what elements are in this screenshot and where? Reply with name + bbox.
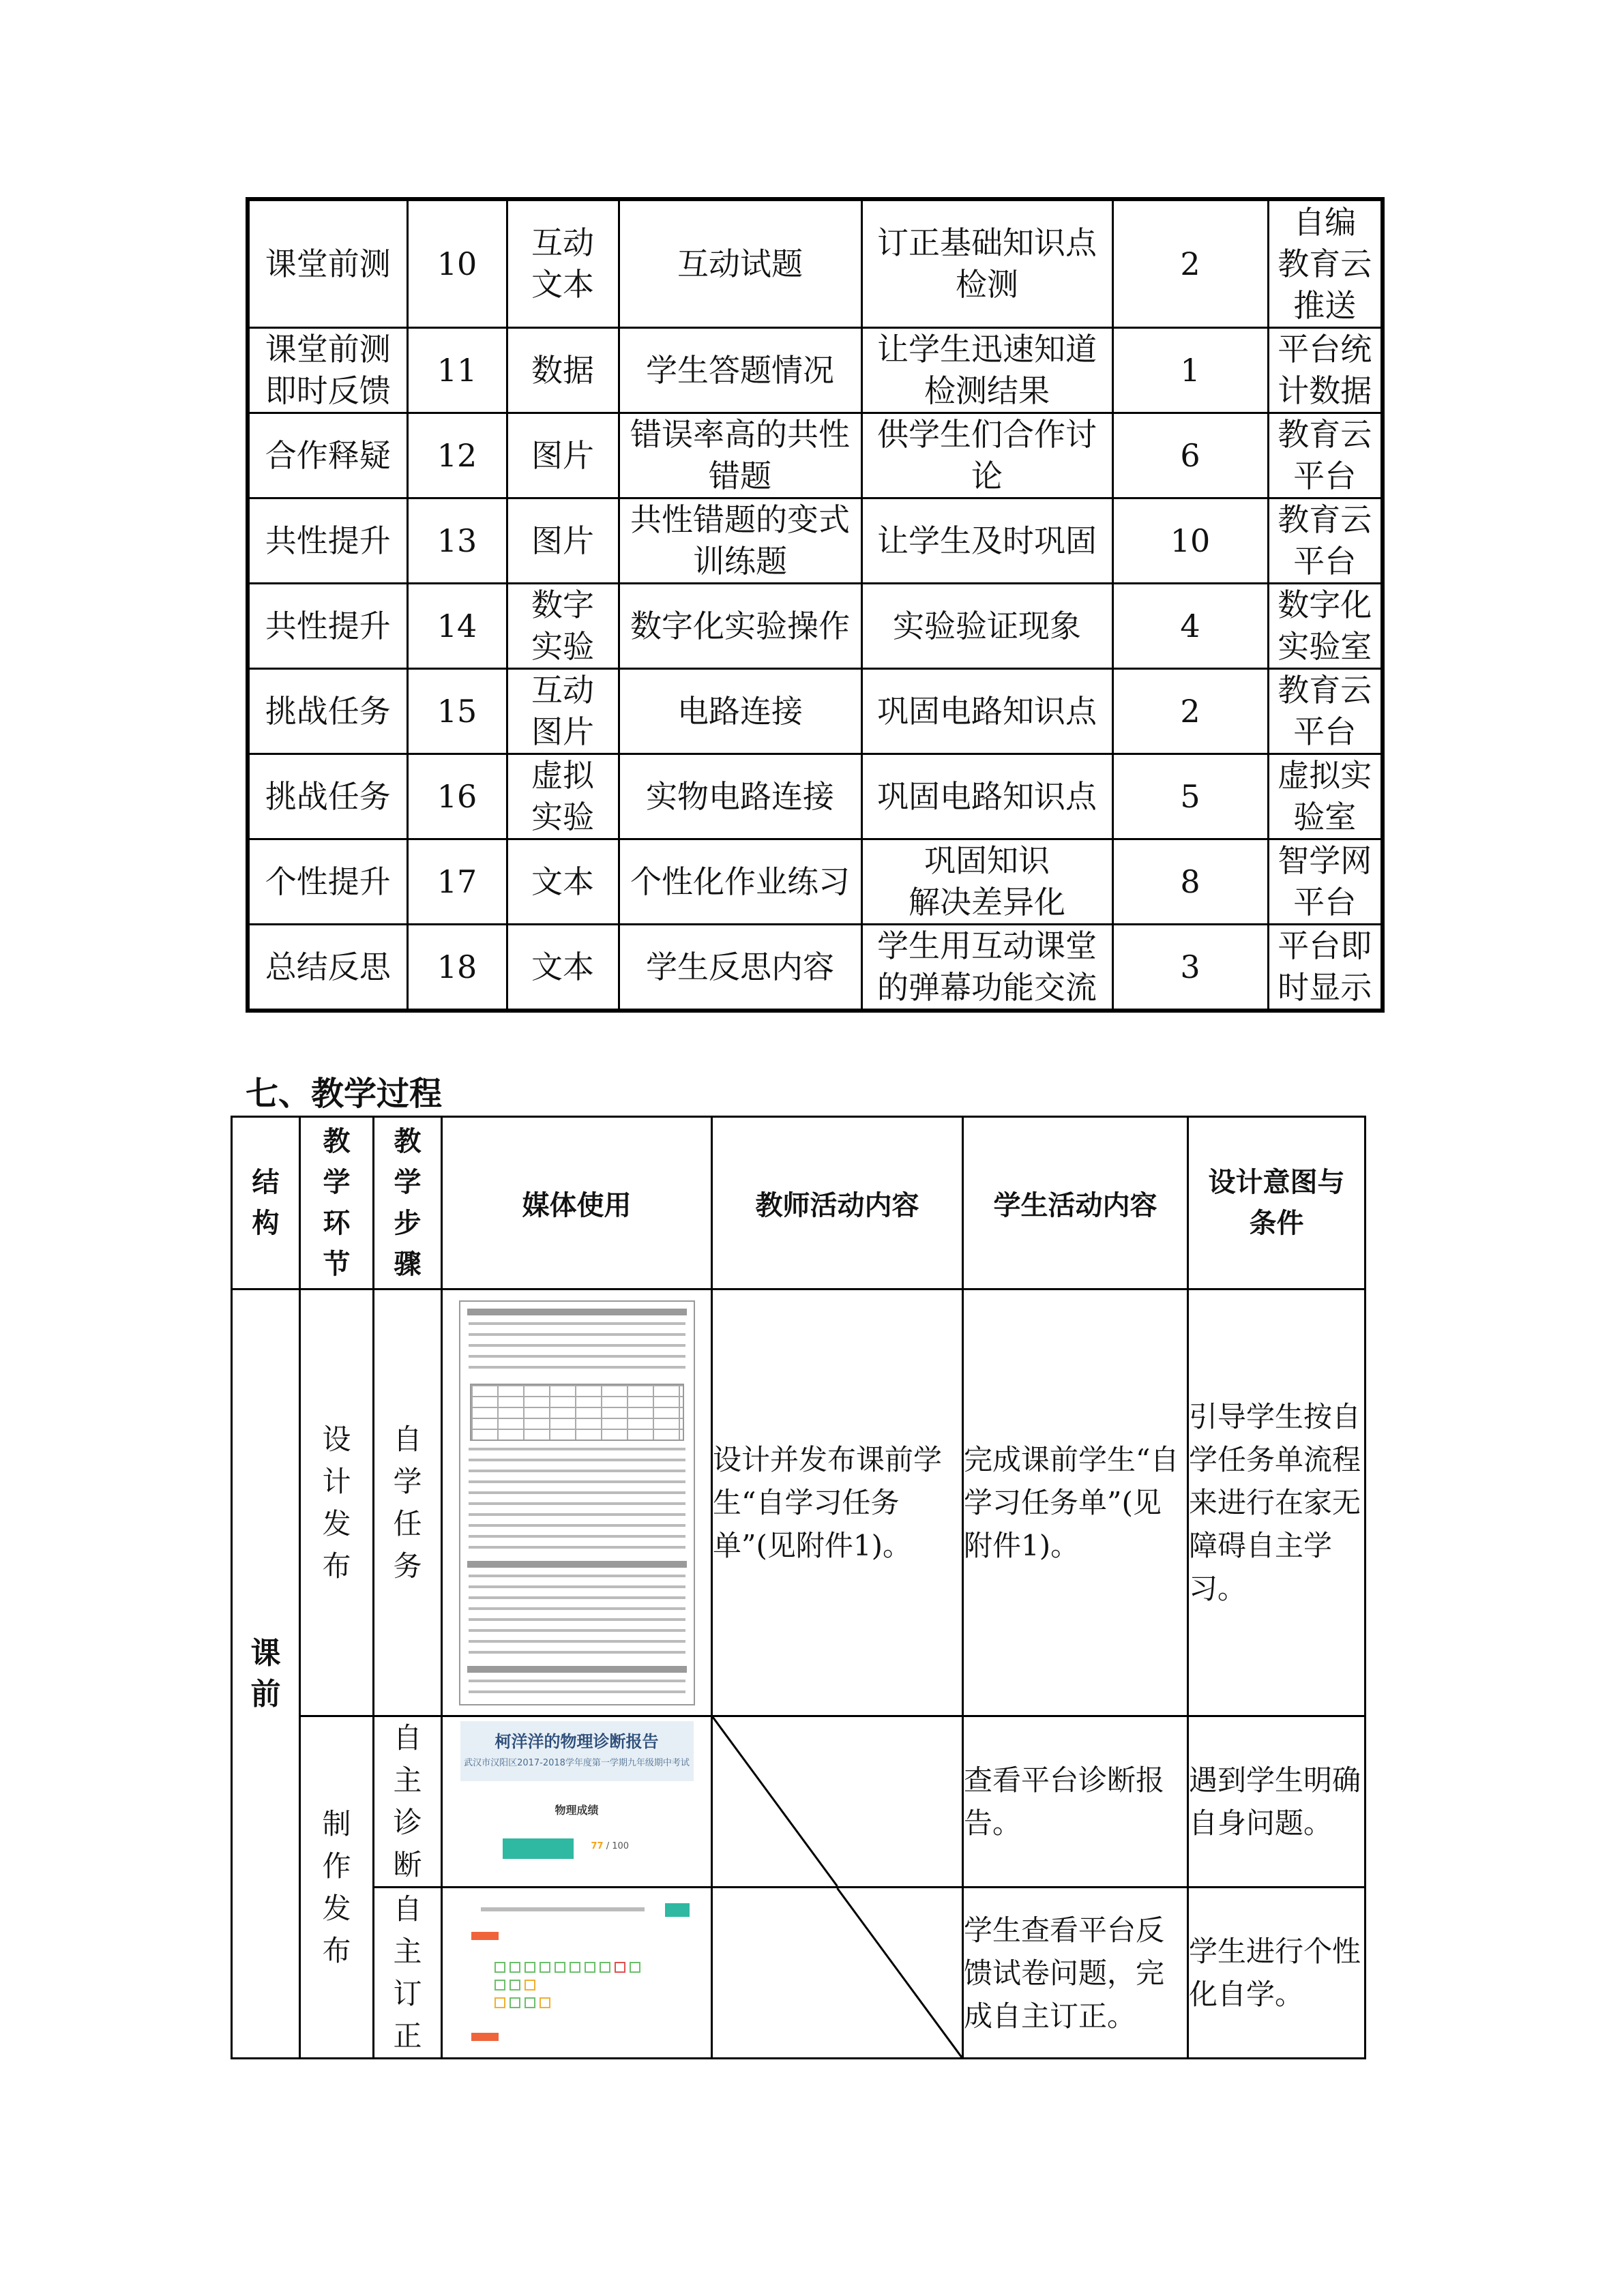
table-row <box>248 413 1383 498</box>
media-cell-type: 数据 <box>507 328 619 413</box>
stage-cell: 课前 <box>232 1289 300 2059</box>
media-cell-purpose: 让学生及时巩固 <box>861 498 1112 584</box>
teaching-process-table <box>231 1116 1366 2059</box>
media-cell-source: 平台统 计数据 <box>1268 328 1383 413</box>
student-activity: 查看平台诊断报告。 <box>963 1716 1188 1888</box>
media-cell-step: 课堂前测 <box>248 199 407 328</box>
teacher-activity-empty <box>712 1716 963 1888</box>
media-cell-content: 实物电路连接 <box>619 754 861 839</box>
media-cell-time: 10 <box>1112 498 1268 584</box>
media-cell-content: 数字化实验操作 <box>619 584 861 669</box>
media-cell-time: 3 <box>1112 925 1268 1011</box>
media-cell-purpose: 学生用互动课堂 的弹幕功能交流 <box>861 925 1112 1011</box>
header-teacher: 教师活动内容 <box>712 1117 963 1289</box>
media-cell-purpose: 实验验证现象 <box>861 584 1112 669</box>
table-row <box>232 1888 1365 2059</box>
media-cell-no: 13 <box>407 498 507 584</box>
media-cell-time: 5 <box>1112 754 1268 839</box>
diagnosis-report-thumbnail <box>460 1721 694 1882</box>
media-cell-no: 11 <box>407 328 507 413</box>
media-cell-time: 4 <box>1112 584 1268 669</box>
media-cell-no: 15 <box>407 669 507 754</box>
header-row <box>232 1117 1365 1289</box>
media-cell-source: 自编 教育云 推送 <box>1268 199 1383 328</box>
media-cell-purpose: 让学生迅速知道 检测结果 <box>861 328 1112 413</box>
media-cell-type: 文本 <box>507 839 619 925</box>
media-cell-time: 2 <box>1112 669 1268 754</box>
step-cell: 自主订正 <box>374 1888 442 2059</box>
media-cell-step: 共性提升 <box>248 584 407 669</box>
media-cell-content: 个性化作业练习 <box>619 839 861 925</box>
report-label: 物理成绩 <box>555 1804 599 1817</box>
step-cell: 自学任务 <box>374 1289 442 1716</box>
media-cell-source: 智学网 平台 <box>1268 839 1383 925</box>
section-title: 七、教学过程 <box>246 1075 443 1113</box>
media-cell-no: 10 <box>407 199 507 328</box>
media-usage-table <box>246 197 1385 1013</box>
media-cell-purpose: 巩固知识 解决差异化 <box>861 839 1112 925</box>
table-row <box>248 584 1383 669</box>
media-cell-content: 电路连接 <box>619 669 861 754</box>
media-cell-time: 2 <box>1112 199 1268 328</box>
report-score: 77 / 100 <box>591 1841 630 1851</box>
design-intent: 遇到学生明确自身问题。 <box>1188 1716 1365 1888</box>
student-activity: 学生查看平台反馈试卷问题，完成自主订正。 <box>963 1888 1188 2059</box>
teacher-activity: 设计并发布课前学生“自学习任务单”(见附件1)。 <box>712 1289 963 1716</box>
link-cell: 设计发布 <box>300 1289 374 1716</box>
media-cell-type: 文本 <box>507 925 619 1011</box>
media-cell-time: 1 <box>1112 328 1268 413</box>
table-row <box>248 925 1383 1011</box>
media-cell-purpose: 巩固电路知识点 <box>861 754 1112 839</box>
step-cell: 自主诊断 <box>374 1716 442 1888</box>
report-button <box>503 1838 574 1859</box>
teacher-activity-empty <box>712 1888 963 2059</box>
media-cell-purpose: 订正基础知识点 检测 <box>861 199 1112 328</box>
media-cell-step: 挑战任务 <box>248 754 407 839</box>
media-cell <box>442 1716 712 1888</box>
media-cell-source: 教育云 平台 <box>1268 669 1383 754</box>
media-cell-content: 共性错题的变式 训练题 <box>619 498 861 584</box>
media-cell-no: 12 <box>407 413 507 498</box>
media-cell-no: 17 <box>407 839 507 925</box>
media-cell-time: 6 <box>1112 413 1268 498</box>
media-cell <box>442 1289 712 1716</box>
media-cell-type: 图片 <box>507 413 619 498</box>
header-structure: 结构 <box>232 1117 300 1289</box>
table-row <box>248 839 1383 925</box>
header-intent: 设计意图与 条件 <box>1188 1117 1365 1289</box>
table-row <box>248 754 1383 839</box>
media-cell-source: 数字化 实验室 <box>1268 584 1383 669</box>
media-cell-purpose: 巩固电路知识点 <box>861 669 1112 754</box>
header-step: 教学步骤 <box>374 1117 442 1289</box>
media-cell-source: 教育云 平台 <box>1268 413 1383 498</box>
media-cell-step: 个性提升 <box>248 839 407 925</box>
header-link: 教学环节 <box>300 1117 374 1289</box>
media-cell-type: 互动 图片 <box>507 669 619 754</box>
header-media: 媒体使用 <box>442 1117 712 1289</box>
design-intent: 引导学生按自学任务单流程来进行在家无障碍自主学习。 <box>1188 1289 1365 1716</box>
media-cell-time: 8 <box>1112 839 1268 925</box>
design-intent: 学生进行个性化自学。 <box>1188 1888 1365 2059</box>
table-row <box>232 1289 1365 1716</box>
media-cell-step: 合作释疑 <box>248 413 407 498</box>
link-cell: 制作发布 <box>300 1716 374 2059</box>
media-cell <box>442 1888 712 2059</box>
media-cell-type: 图片 <box>507 498 619 584</box>
table-row <box>232 1716 1365 1888</box>
report-subtitle: 武汉市汉阳区2017-2018学年度第一学期九年级期中考试 <box>464 1758 690 1768</box>
media-cell-type: 数字 实验 <box>507 584 619 669</box>
media-cell-step: 共性提升 <box>248 498 407 584</box>
report-title: 柯洋洋的物理诊断报告 <box>494 1732 659 1751</box>
task-sheet-thumbnail <box>459 1300 695 1705</box>
media-cell-content: 学生答题情况 <box>619 328 861 413</box>
media-cell-step: 挑战任务 <box>248 669 407 754</box>
table-row <box>248 328 1383 413</box>
media-cell-step: 总结反思 <box>248 925 407 1011</box>
media-cell-purpose: 供学生们合作讨 论 <box>861 413 1112 498</box>
media-cell-source: 教育云 平台 <box>1268 498 1383 584</box>
header-student: 学生活动内容 <box>963 1117 1188 1289</box>
table-row <box>248 199 1383 328</box>
media-cell-step: 课堂前测 即时反馈 <box>248 328 407 413</box>
media-cell-content: 错误率高的共性 错题 <box>619 413 861 498</box>
media-cell-content: 学生反思内容 <box>619 925 861 1011</box>
media-cell-content: 互动试题 <box>619 199 861 328</box>
media-cell-type: 互动 文本 <box>507 199 619 328</box>
table-row <box>248 669 1383 754</box>
media-cell-no: 18 <box>407 925 507 1011</box>
media-cell-no: 16 <box>407 754 507 839</box>
table-row <box>248 498 1383 584</box>
media-cell-source: 平台即 时显示 <box>1268 925 1383 1011</box>
media-cell-source: 虚拟实 验室 <box>1268 754 1383 839</box>
media-cell-no: 14 <box>407 584 507 669</box>
student-activity: 完成课前学生“自学习任务单”(见附件1)。 <box>963 1289 1188 1716</box>
self-correction-thumbnail <box>460 1894 694 2052</box>
media-cell-type: 虚拟 实验 <box>507 754 619 839</box>
